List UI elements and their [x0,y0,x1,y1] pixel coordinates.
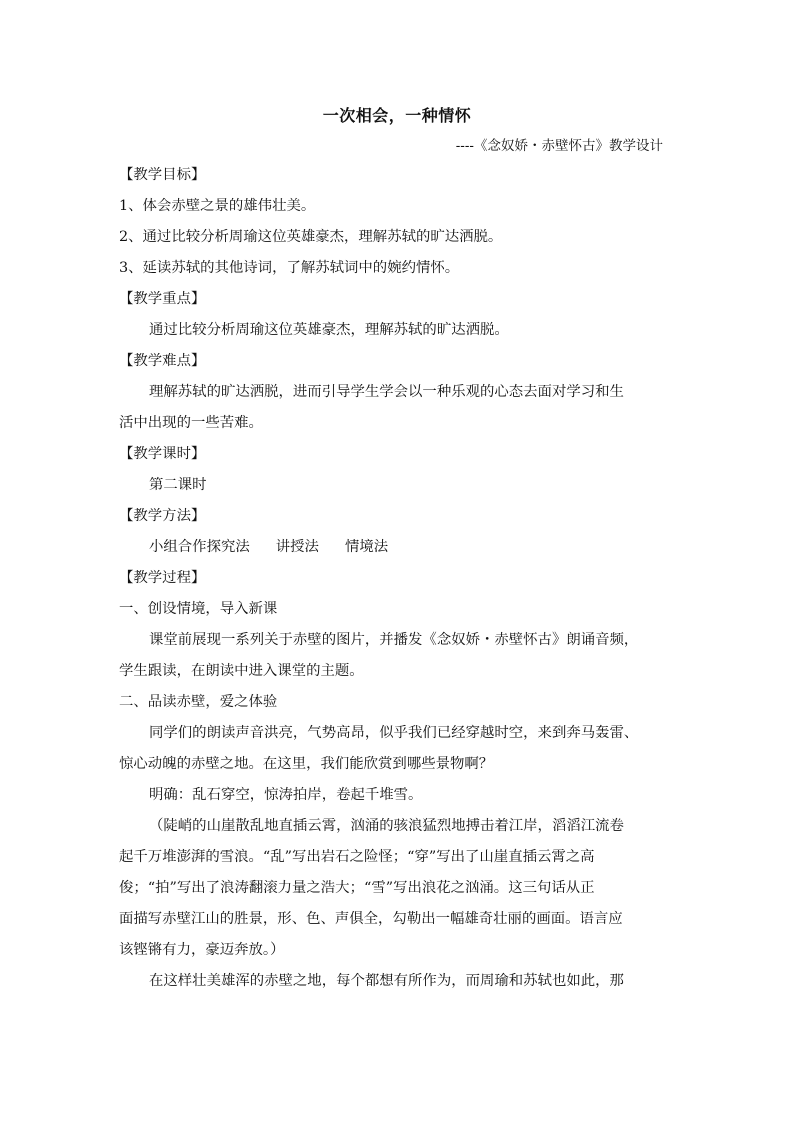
step-note-line: 面描写赤壁江山的胜景，形、色、声俱全，勾勒出一幅雄奇壮丽的画面。语言应 [119,911,623,927]
document-body [119,160,681,997]
section-heading-methods: 【教学方法】 [119,508,206,524]
step-text-line: 惊心动魄的赤壁之地。在这里，我们能欣赏到哪些景物啊？ [119,756,494,772]
method-item: 小组合作探究法 [149,539,250,555]
step-text-line: 在这样壮美雄浑的赤壁之地，每个都想有所作为，而周瑜和苏轼也如此，那 [149,973,624,989]
step-answer: 明确：乱石穿空，惊涛拍岸，卷起千堆雪。 [149,787,423,803]
page-title: 一次相会，一种情怀 [322,106,472,125]
step-text-line: 课堂前展现一系列关于赤壁的图片，并播发《念奴娇・赤壁怀古》朗诵音频， [149,632,639,648]
step-note-line: 起千万堆澎湃的雪浪。“乱”写出岩石之险怪；“穿”写出了山崖直插云霄之高 [119,849,595,865]
section-heading-process: 【教学过程】 [119,570,206,586]
step-note-line: （陡峭的山崖散乱地直插云霄，汹涌的骇浪猛烈地搏击着江岸，滔滔江流卷 [149,818,624,834]
difficulty-text-line: 理解苏轼的旷达洒脱，进而引导学生学会以一种乐观的心态去面对学习和生 [149,384,624,400]
section-heading-difficulty: 【教学难点】 [119,353,206,369]
goal-item: 1、体会赤壁之景的雄伟壮美。 [119,198,316,214]
step-text-line: 学生跟读，在朗读中进入课堂的主题。 [119,663,364,679]
section-heading-focus: 【教学重点】 [119,291,206,307]
section-heading-goals: 【教学目标】 [119,167,206,183]
step-text-line: 同学们的朗读声音洪亮，气势高昂，似乎我们已经穿越时空，来到奔马轰雷、 [149,725,639,741]
hours-text: 第二课时 [149,477,207,493]
methods-list [119,532,681,563]
method-item: 情境法 [344,539,389,555]
difficulty-text-line: 活中出现的一些苦难。 [119,415,263,431]
step-note-line: 该铿锵有力，豪迈奔放。） [119,942,285,958]
step-heading: 一、创设情境，导入新课 [119,601,278,617]
goal-item: 2、通过比较分析周瑜这位英雄豪杰，理解苏轼的旷达洒脱。 [119,229,503,245]
step-note-line: 俊；“拍”写出了浪涛翻滚力量之浩大；“雪”写出浪花之汹涌。这三句话从正 [119,880,595,896]
step-heading: 二、品读赤壁，爱之体验 [119,694,278,710]
page-subtitle: ----《念奴娇・赤壁怀古》教学设计 [455,138,663,154]
goal-item: 3、延读苏轼的其他诗词，了解苏轼词中的婉约情怀。 [119,260,460,276]
method-item: 讲授法 [275,539,319,555]
focus-text: 通过比较分析周瑜这位英雄豪杰，理解苏轼的旷达洒脱。 [149,322,509,338]
section-heading-hours: 【教学课时】 [119,446,206,462]
